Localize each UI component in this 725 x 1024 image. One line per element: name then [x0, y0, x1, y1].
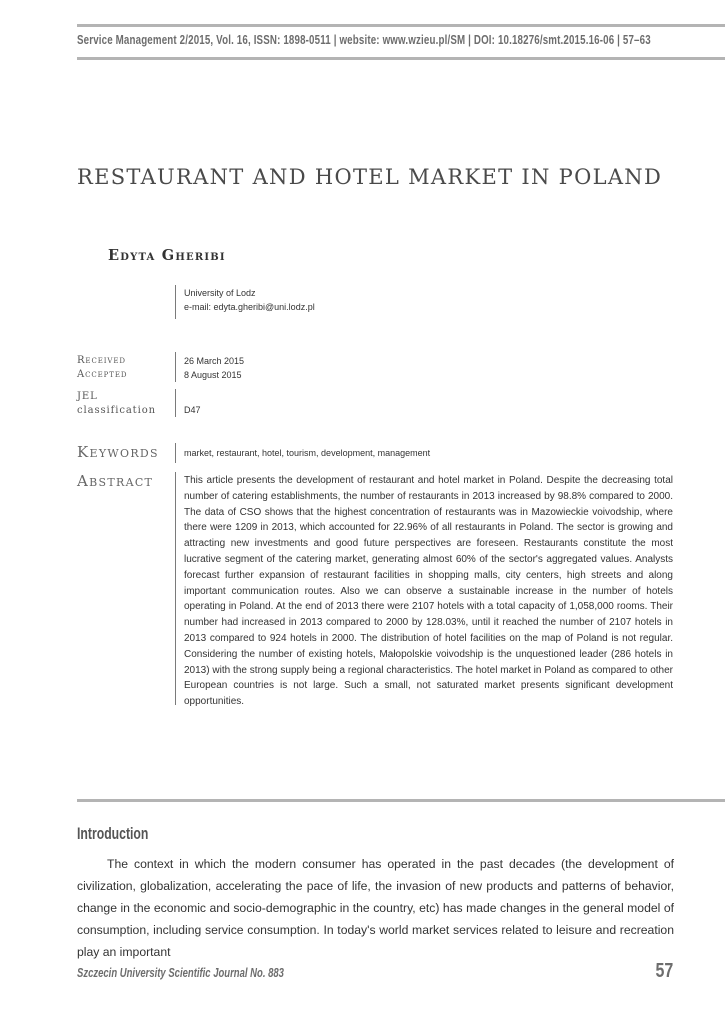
classification-label: classification	[77, 405, 156, 416]
section-heading: Introduction	[77, 824, 149, 843]
jel-divider	[175, 389, 176, 417]
jel-label: JEL	[77, 391, 98, 402]
introduction-paragraph: The context in which the modern consumer has operated in the past decades (the development of civilization, globalization, accelerating the pace of life, the invasion of new products and patterns of behavior, change in the economic and socio-demographic in the country, etc) has made changes in the general model of consumption, including service consumption. In today's world market services related to leisure and recreation play an important	[77, 857, 674, 959]
journal-citation-line: Service Management 2/2015, Vol. 16, ISSN: 1898-0511 | website: www.wzieu.pl/SM | DOI: 10.18276/smt.2015.16-06 | 57–63	[77, 33, 651, 47]
keywords-divider	[175, 443, 176, 463]
author-email: e-mail: edyta.gheribi@uni.lodz.pl	[184, 302, 315, 312]
affiliation-divider	[175, 285, 176, 319]
dates-divider	[175, 352, 176, 382]
running-header	[77, 24, 725, 60]
footer-journal: Szczecin University Scientific Journal No. 883	[77, 966, 284, 980]
abstract-text: This article presents the development of restaurant and hotel market in Poland. Despite the decreasing total number of catering establishments, the number of restaurants in 2013 increased by 98.8% compared to 2000. The data of CSO shows that the highest concentration of restaurants was in Mazowieckie voivodship, where there were 1209 in 2013, which accounted for 22.96% of all restaurants in Poland. The sector is growing and attracting new investments and good future perspectives are foreseen. Restaurants constitute the most lucrative segment of the catering market, generating almost 60% of the sector's aggregated values. Analysts forecast further expansion of restaurant facilities in shopping malls, city centers, high streets and along important communication routes. Also we can observe a sustainable increase in the number of hotels operating in Poland. At the end of 2013 there were 2107 hotels with a total capacity of 1,058,000 rooms. Their number had increased in 2013 compared to 2000 by 128.03%, until it reached the number of 2107 hotels in 2013 compared to 924 hotels in 2000. The distribution of hotel facilities on the map of Poland is not regular. Considering the number of existing hotels, Małopolskie voivodship is the unquestioned leader (286 hotels in 2013) with the strong supply being a regional characteristics. The hotel market in Poland as compared to other European countries is not large. Such a small, not saturated market presents significant development opportunities.	[184, 475, 673, 708]
keywords-list: market, restaurant, hotel, tourism, development, management	[184, 448, 431, 458]
header-bottom-rule	[77, 57, 725, 60]
header-top-rule	[77, 24, 725, 27]
section-divider	[77, 799, 725, 802]
jel-code: D47	[184, 405, 201, 415]
author-name: Edyta Gheribi	[108, 247, 226, 264]
received-label: Received	[77, 355, 126, 366]
abstract-divider	[175, 472, 176, 705]
accepted-date: 8 August 2015	[184, 370, 242, 380]
received-date: 26 March 2015	[184, 356, 245, 366]
affiliation: University of Lodz	[184, 288, 256, 298]
keywords-label: Keywords	[77, 443, 159, 461]
article-title: RESTAURANT AND HOTEL MARKET IN POLAND	[77, 165, 663, 189]
abstract-label: Abstract	[77, 472, 154, 490]
page-number: 57	[655, 960, 673, 982]
accepted-label: Accepted	[77, 369, 128, 380]
